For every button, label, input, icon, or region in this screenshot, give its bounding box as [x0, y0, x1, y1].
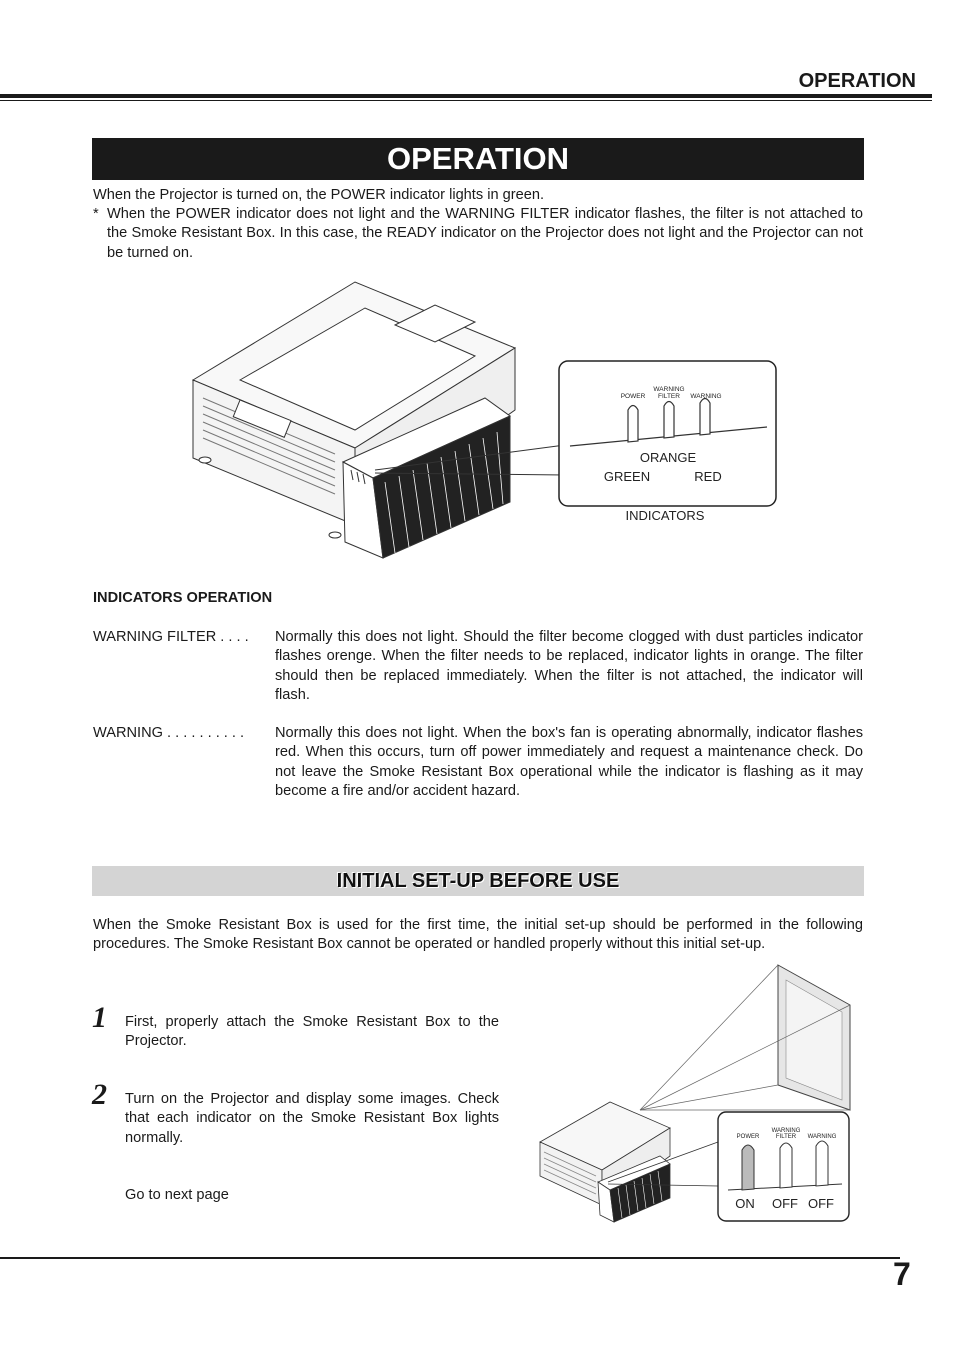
power-lamp-on-icon [742, 1145, 754, 1190]
warning-lamp-off-icon [816, 1141, 828, 1186]
step-text-1: First, properly attach the Smoke Resistant Box to the Projector. [125, 1014, 499, 1050]
definition-term-warning: WARNING . . . . . . . . . . [93, 725, 245, 741]
warning-filter-lamp-off-icon [780, 1143, 792, 1188]
state-label-warning-filter: OFF [772, 1196, 798, 1211]
color-label-orange: ORANGE [639, 450, 697, 465]
callout-label-power: POWER [620, 393, 646, 400]
definition-term-warning-filter: WARNING FILTER . . . . [93, 629, 249, 645]
figure-caption-indicators: INDICATORS [625, 508, 705, 523]
indicators-operation-heading: INDICATORS OPERATION [93, 590, 273, 606]
footer-rule [0, 1257, 900, 1259]
projector-screen-illustration [530, 960, 860, 1230]
callout2-label-warning: WARNING [807, 1134, 837, 1140]
step-number-2: 2 [92, 1078, 107, 1111]
warning-filter-lamp-icon [664, 402, 674, 439]
page-number: 7 [893, 1256, 911, 1292]
color-label-green: GREEN [603, 469, 651, 484]
intro-paragraph: When the Projector is turned on, the POWER indicator lights in green. [93, 187, 545, 203]
header-rule-thin [0, 100, 932, 101]
step-text-2: Turn on the Projector and display some images. Check that each indicator on the Smoke Resistant Box lights normally. [125, 1091, 499, 1146]
note-marker: * [93, 206, 99, 222]
color-label-red: RED [694, 469, 722, 484]
callout2-label-warning-filter-top: WARNING [771, 1128, 801, 1134]
callout2-label-power: POWER [736, 1134, 760, 1140]
header-rule-thick [0, 94, 932, 98]
section-heading-initial-setup: INITIAL SET-UP BEFORE USE [92, 866, 864, 896]
definition-desc-warning-filter: Normally this does not light. Should the filter become clogged with dust particles indicator flashes orenge. When the filter needs to be replaced, indicator lights in orange. The filter should then be replaced immediately. When the filter is not attached, the indicator will flash. [275, 629, 863, 704]
page-title: OPERATION [92, 138, 864, 180]
section-header-label: OPERATION [798, 70, 916, 92]
go-to-next-page: Go to next page [125, 1187, 229, 1203]
note-text: When the POWER indicator does not light and the WARNING FILTER indicator flashes, the filter is not attached to the Smoke Resistant Box. In this case, the READY indicator on the Projector does not light and the Projector can not be turned on. [107, 206, 863, 261]
projector-illustration [185, 270, 785, 565]
callout-label-warning-filter-bottom: FILTER [658, 393, 680, 400]
callout-label-warning: WARNING [690, 393, 722, 400]
callout-label-warning-filter-top: WARNING [653, 386, 685, 393]
setup-paragraph: When the Smoke Resistant Box is used for the first time, the initial set-up should be performed in the following procedures. The Smoke Resistant Box cannot be operated or handled properly without this initial set-up. [93, 917, 863, 953]
warning-lamp-icon [700, 399, 710, 436]
callout2-label-warning-filter-bottom: FILTER [775, 1134, 797, 1140]
state-label-warning: OFF [808, 1196, 834, 1211]
step-number-1: 1 [92, 1001, 107, 1034]
intro-note [93, 205, 863, 263]
power-lamp-icon [628, 406, 638, 443]
definition-desc-warning: Normally this does not light. When the box's fan is operating abnormally, indicator flashes red. When this occurs, turn off power immediately and request a maintenance check. Do not leave the Smoke Resistant Box operational while the indicator is flashing as it may become a fire and/or accident hazard. [275, 725, 863, 800]
state-label-power: ON [735, 1196, 755, 1211]
